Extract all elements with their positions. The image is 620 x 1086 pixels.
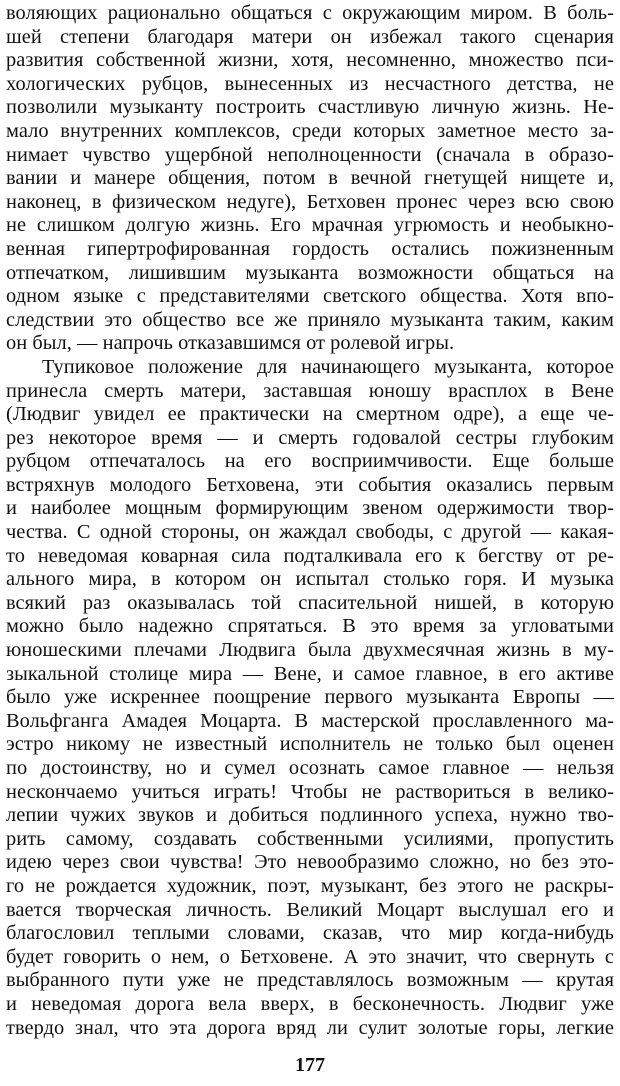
text-line: следствии это общество все же приняло музыканта таким, каким xyxy=(6,308,614,331)
text-line: и наиболее мощным формирующим звеном одержимости твор- xyxy=(6,497,614,520)
text-line: (Людвиг увидел ее практически на смертном одре), а еще че- xyxy=(6,403,614,426)
text-line: твердо знал, что эта дорога вряд ли сулит золотые горы, легкие xyxy=(6,1016,614,1039)
text-line: ального мира, в котором он испытал столько горя. И музыка xyxy=(6,568,614,591)
text-line: шей степени благодаря матери он избежал такого сценария xyxy=(6,25,614,48)
text-line: эстро никому не известный исполнитель не только был оценен xyxy=(6,733,614,756)
text-line: вании и манере общения, потом в вечной гнетущей нищете и, xyxy=(6,167,614,190)
text-line: и неведомая дорога вела вверх, в бесконечность. Людвиг уже xyxy=(6,992,614,1015)
text-line: венная гипертрофированная гордость остались пожизненным xyxy=(6,237,614,260)
text-line: нимает чувство ущербной неполноценности (сначала в образо- xyxy=(6,143,614,166)
text-line: наконец, в физическом недуге), Бетховен пронес через всю свою xyxy=(6,190,614,213)
page-number: 177 xyxy=(295,1054,325,1076)
text-line: будет говорить о нем, о Бетховене. А это значит, что свернуть с xyxy=(6,945,614,968)
text-line: идею через свои чувства! Это невообразимо сложно, но без это- xyxy=(6,851,614,874)
text-line: го не рождается художник, поэт, музыкант, без этого не раскры- xyxy=(6,874,614,897)
text-line: чества. С одной стороны, он жаждал свободы, с другой — какая- xyxy=(6,521,614,544)
text-line: не слишком долгую жизнь. Его мрачная угрюмость и необыкно- xyxy=(6,214,614,237)
text-line: вается творческая личность. Великий Моцарт выслушал его и xyxy=(6,898,614,921)
text-line: воляющих рациональнo общаться с окружающим миром. В боль- xyxy=(6,2,614,24)
paragraph-end-line: он был, — напрочь отказавшимся от ролевой игры. xyxy=(6,332,455,355)
body-text xyxy=(6,2,614,1040)
text-line: встряхнув молодого Бетховена, эти события оказались первым xyxy=(6,473,614,496)
text-line: развития собственной жизни, хотя, несомненно, множество пси- xyxy=(6,49,614,72)
text-line: рез некоторое время — и смерть годовалой сестры глубоким xyxy=(6,426,614,449)
text-line: одном языке с представителями светского общества. Хотя впо- xyxy=(6,285,614,308)
text-line: по достоинству, но и сумел осознать самое главное — нельзя xyxy=(6,757,614,779)
text-line: лепии чужих звуков и добиться подлинного успеха, нужно тво- xyxy=(6,804,614,827)
text-line: хологических рубцов, вынесенных из несчастного детства, не xyxy=(6,72,614,95)
text-line: принесла смерть матери, заставшая юношу врасплох в Вене xyxy=(6,379,614,402)
text-line: нескончаемо учиться играть! Чтобы не раствориться в велико- xyxy=(6,780,614,803)
text-line: отпечатком, лишившим музыканта возможности общаться на xyxy=(6,261,614,284)
text-line: рить самому, создавать собственными усилиями, пропустить xyxy=(6,827,614,850)
text-line: юношескими плечами Людвига была двухмесячная жизнь в му- xyxy=(6,639,614,662)
text-line: благословил теплыми словами, сказав, что мир когда-нибудь xyxy=(6,922,614,945)
text-line: было уже искреннее поощрение первого музыканта Европы — xyxy=(6,686,614,709)
text-line: всякий раз оказывалась той спасительной нишей, в которую xyxy=(6,591,614,614)
text-line: можно было надежно спрятаться. В это время за угловатыми xyxy=(6,615,614,638)
paragraph-start-line: Тупиковое положение для начинающего музыканта, которое xyxy=(42,355,614,378)
text-line: мало внутренних комплексов, среди которых заметное место за- xyxy=(6,119,614,142)
text-line: Вольфганга Амадея Моцарта. В мастерской прославленного ма- xyxy=(6,709,614,732)
text-line: выбранного пути уже не представлялось возможным — крутая xyxy=(6,969,614,992)
text-line: рубцом отпечаталось на его восприимчивости. Еще больше xyxy=(6,450,614,473)
text-line: то неведомая коварная сила подталкивала его к бегству от ре- xyxy=(6,544,614,567)
text-line: позволили музыканту построить счастливую личную жизнь. Не- xyxy=(6,96,614,119)
text-line: зыкальной столице мира — Вене, и самое главное, в его активе xyxy=(6,662,614,685)
